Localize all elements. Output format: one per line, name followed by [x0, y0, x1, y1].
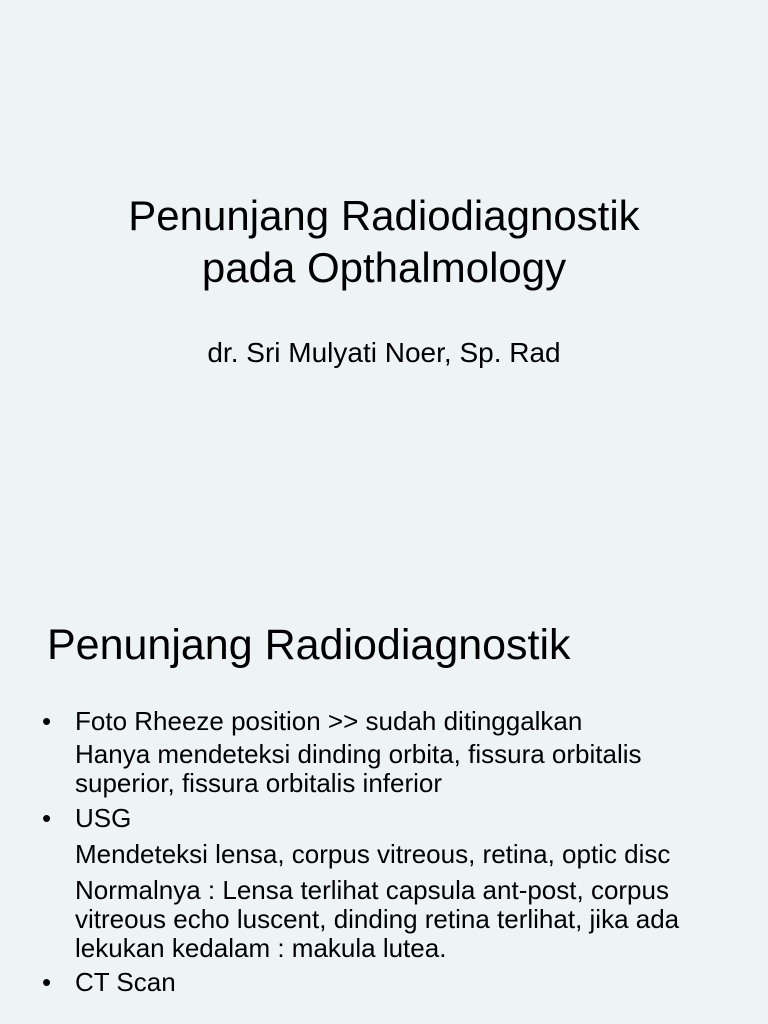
bullet-detail: Mendeteksi lensa, corpus vitreous, retina, optic disc: [75, 839, 671, 869]
slide-title: Penunjang Radiodiagnostik: [47, 621, 571, 669]
bullet-icon: •: [42, 706, 52, 736]
presentation-title: [0, 190, 768, 294]
bullet-list: [40, 707, 740, 997]
bullet-detail: Hanya mendeteksi dinding orbita, fissura orbitalis superior, fissura orbitalis inferior: [75, 739, 642, 798]
list-item: [40, 968, 740, 997]
bullet-icon: •: [42, 803, 52, 833]
list-item: [40, 804, 740, 963]
title-line-2: pada Opthalmology: [201, 244, 567, 291]
list-item: [40, 707, 740, 798]
content-slide: [0, 576, 768, 1024]
bullet-label: Foto Rheeze position >> sudah ditinggalkan: [75, 706, 583, 736]
bullet-label: USG: [75, 803, 132, 833]
author-subtitle: dr. Sri Mulyati Noer, Sp. Rad: [207, 337, 561, 368]
bullet-label: CT Scan: [75, 967, 176, 997]
title-line-1: Penunjang Radiodiagnostik: [128, 192, 640, 239]
bullet-detail: Normalnya : Lensa terlihat capsula ant-post, corpus vitreous echo luscent, dinding retina terlihat, jika ada lekukan kedalam : makula lutea.: [75, 875, 680, 963]
bullet-icon: •: [42, 967, 52, 997]
